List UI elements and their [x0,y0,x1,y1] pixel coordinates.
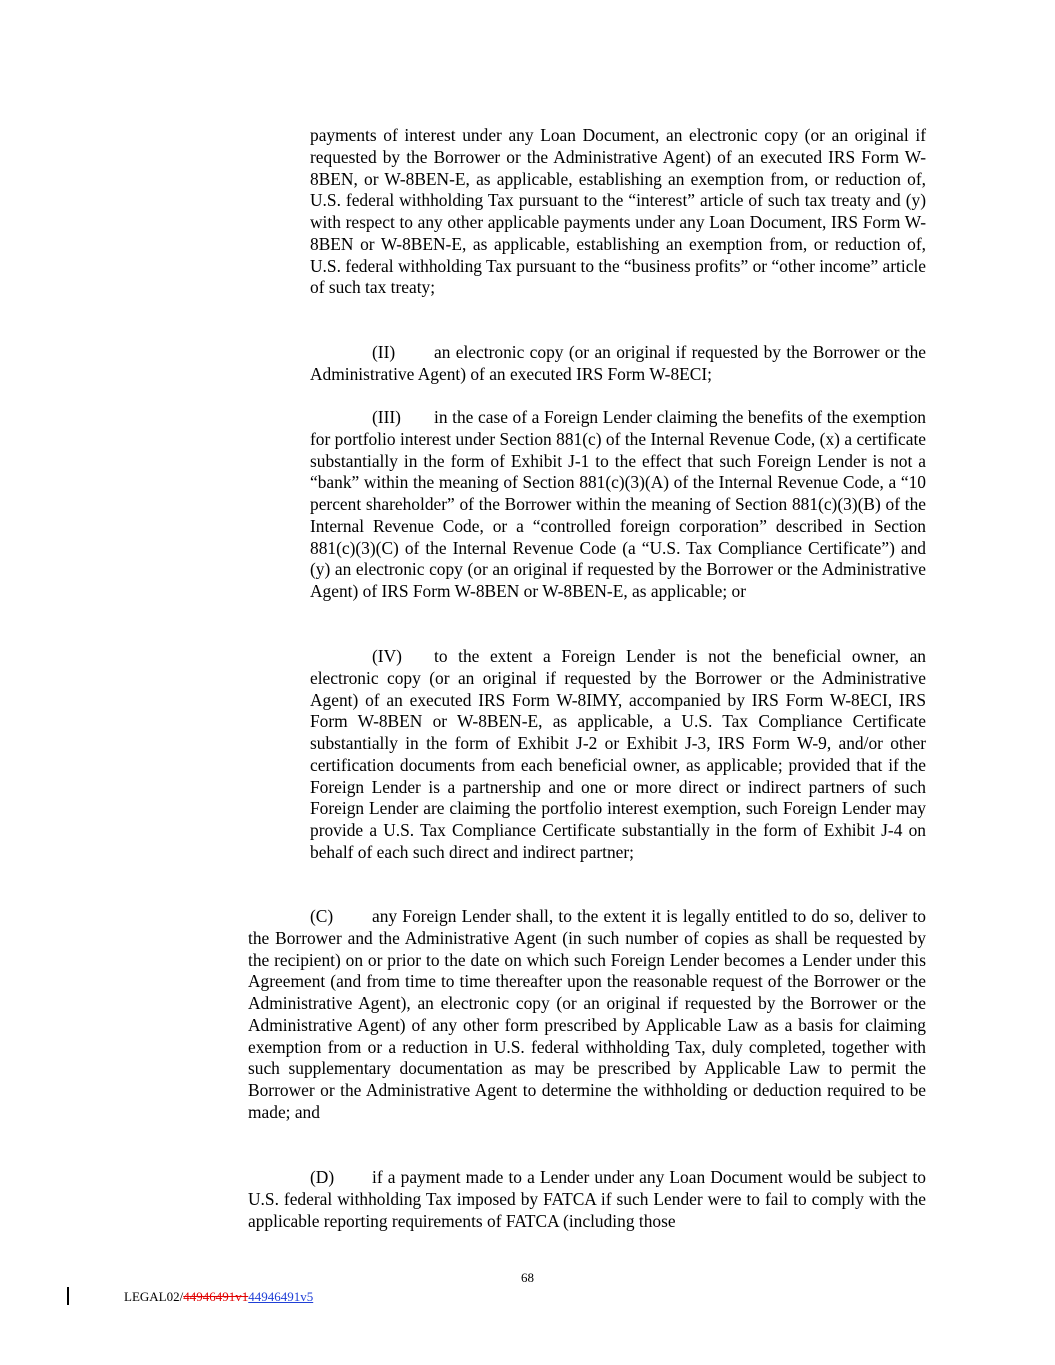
inserted-version-id: 44946491v5 [248,1289,314,1304]
sub-item-number: (III) [372,407,401,427]
footer-prefix: LEGAL02/ [124,1289,184,1304]
sub-item-number: (IV) [372,646,402,666]
sub-item-ii [310,342,926,386]
sub-item-iv [310,646,926,864]
document-id-footer [124,1289,313,1305]
clause-number: (C) [310,906,334,926]
sub-item-text: an electronic copy (or an original if requested by the Borrower or the Administrative Agent) of an executed IRS Form W-8ECI; [310,342,926,384]
change-bar [67,1287,69,1305]
sub-item-number: (II) [372,342,396,362]
page-number: 68 [521,1270,534,1285]
clause-text: any Foreign Lender shall, to the extent it is legally entitled to do so, deliver to the Borrower and the Administrative Agent (in such number of copies as shall be requested by the recipient) on or prior to the date on which such Foreign Lender becomes a Lender under this Agreement (and from time to time thereafter upon the reasonable request of the Borrower or the Administrative Agent), an electronic copy (or an original if requested by the Borrower or the Administrative Agent) of any other form prescribed by Applicable Law as a basis for claiming exemption from or a reduction in U.S. federal withholding Tax, duly completed, together with such supplementary documentation as may be prescribed by Applicable Law to permit the Borrower or the Administrative Agent to determine the withholding or deduction required to be made; and [248,906,926,1122]
sub-item-iii [310,407,926,603]
clause-text: if a payment made to a Lender under any Loan Document would be subject to U.S. federal withholding Tax imposed by FATCA if such Lender were to fail to comply with the applicable reporting requirements of FATCA (including those [248,1167,926,1231]
deleted-version-id: 44946491v1 [183,1289,249,1304]
continued-paragraph: payments of interest under any Loan Document, an electronic copy (or an original if requested by the Borrower or the Administrative Agent) of an executed IRS Form W-8BEN, or W-8BEN-E, as applicable, establishing an exemption from, or reduction of, U.S. federal withholding Tax pursuant to the “interest” article of such tax treaty and (y) with respect to any other applicable payments under any Loan Document, IRS Form W-8BEN or W-8BEN-E, as applicable, establishing an exemption from, or reduction of, U.S. federal withholding Tax pursuant to the “business profits” or “other income” article of such tax treaty; [310,125,926,298]
sub-item-text: to the extent a Foreign Lender is not the beneficial owner, an electronic copy (or an original if requested by the Borrower or the Administrative Agent) of an executed IRS Form W-8IMY, accompanied by IRS Form W-8ECI, IRS Form W-8BEN or W-8BEN-E, as applicable, a U.S. Tax Compliance Certificate substantially in the form of Exhibit J-2 or Exhibit J-3, IRS Form W-9, and/or other certification documents from each beneficial owner, as applicable; provided that if the Foreign Lender is a partnership and one or more direct or indirect partners of such Foreign Lender are claiming the portfolio interest exemption, such Foreign Lender may provide a U.S. Tax Compliance Certificate substantially in the form of Exhibit J-4 on behalf of each such direct and indirect partner; [310,646,926,862]
clause-c [248,906,926,1124]
clause-d [248,1167,926,1232]
clause-number: (D) [310,1167,335,1187]
sub-item-text: in the case of a Foreign Lender claiming the benefits of the exemption for portfolio interest under Section 881(c) of the Internal Revenue Code, (x) a certificate substantially in the form of Exhibit J-1 to the effect that such Foreign Lender is not a “bank” within the meaning of Section 881(c)(3)(A) of the Internal Revenue Code, a “10 percent shareholder” of the Borrower within the meaning of Section 881(c)(3)(B) of the Internal Revenue Code, or a “controlled foreign corporation” described in Section 881(c)(3)(C) of the Internal Revenue Code (a “U.S. Tax Compliance Certificate”) and (y) an electronic copy (or an original if requested by the Borrower or the Administrative Agent) of IRS Form W-8BEN or W-8BEN-E, as applicable; or [310,407,926,601]
